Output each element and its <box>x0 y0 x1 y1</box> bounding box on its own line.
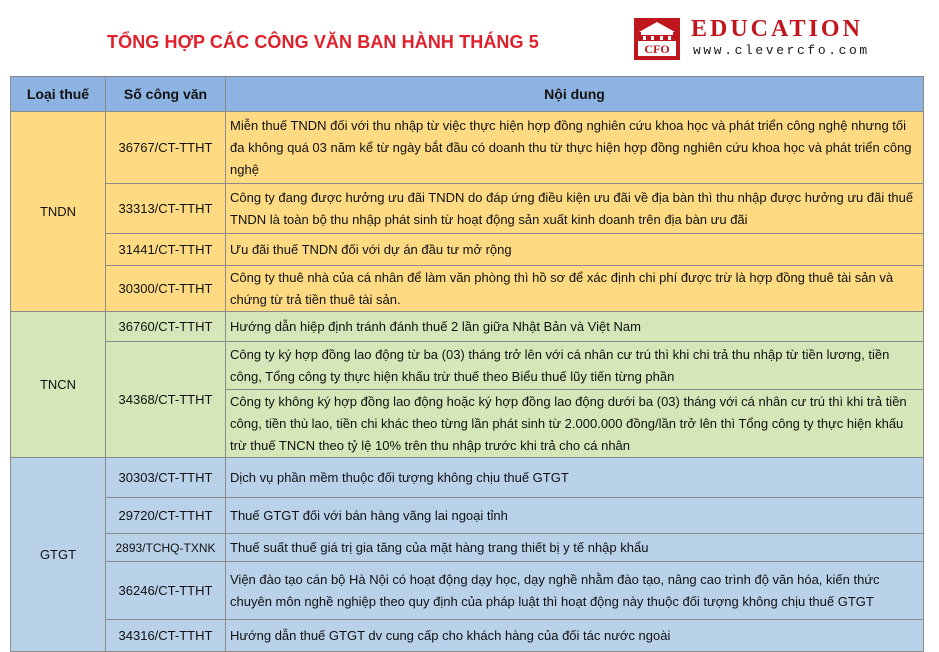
header-type: Loại thuế <box>11 77 106 112</box>
document-content: Công ty ký hợp đồng lao động từ ba (03) tháng trở lên với cá nhân cư trú thì khi chi trả thu nhập từ tiền lương, tiền công, Tổng công ty thực hiện khấu trừ thuế theo Biểu thuế lũy tiến từng phần <box>226 342 924 390</box>
table-row <box>11 620 924 652</box>
page-title: TỔNG HỢP CÁC CÔNG VĂN BAN HÀNH THÁNG 5 <box>107 32 539 52</box>
document-number: 36767/CT-TTHT <box>106 112 226 184</box>
documents-table <box>10 76 924 652</box>
document-content: Công ty thuê nhà của cá nhân để làm văn phòng thì hồ sơ để xác định chi phí được trừ là hợp đồng thuê tài sản và chứng từ trả tiền thuê tài sản. <box>226 266 924 312</box>
header-number: Số công văn <box>106 77 226 112</box>
table-row <box>11 112 924 184</box>
document-number: 29720/CT-TTHT <box>106 498 226 534</box>
cfo-badge-icon <box>633 16 683 62</box>
table-row <box>11 534 924 562</box>
document-content: Dịch vụ phần mềm thuộc đối tượng không chịu thuế GTGT <box>226 458 924 498</box>
logo-wordmark: EDUCATION <box>691 16 863 42</box>
document-number: 34368/CT-TTHT <box>106 342 226 458</box>
document-content: Miễn thuế TNDN đối với thu nhập từ việc thực hiện hợp đồng nghiên cứu khoa học và phát triển công nghệ nhưng tối đa không quá 03 năm kể từ ngày bắt đầu có doanh thu từ thực hiện hợp đồng nghiên cứu khoa học và phát triển công nghệ <box>226 112 924 184</box>
document-number: 31441/CT-TTHT <box>106 234 226 266</box>
document-number: 36246/CT-TTHT <box>106 562 226 620</box>
document-content: Công ty không ký hợp đồng lao động hoặc ký hợp đồng lao động dưới ba (03) tháng với cá nhân cư trú thì khi trả tiền công, tiền thù lao, tiền chi khác theo từng lần phát sinh từ 2.000.000 đồng/lần trở lên thì Tổng công ty thực hiện khấu trừ thuế TNCN theo tỷ lệ 10% trên thu nhập trước khi trả cho cá nhân <box>226 390 924 458</box>
table-row <box>11 184 924 234</box>
header-content: Nội dung <box>226 77 924 112</box>
document-content: Viện đào tạo cán bộ Hà Nội có hoạt động dạy học, dạy nghề nhằm đào tạo, nâng cao trình độ văn hóa, kiến thức chuyên môn nghề nghiệp theo quy định của pháp luật thì hoạt động này thuộc đối tượng không chịu thuế GTGT <box>226 562 924 620</box>
table-row <box>11 458 924 498</box>
document-number: 2893/TCHQ-TXNK <box>106 534 226 562</box>
document-number: 34316/CT-TTHT <box>106 620 226 652</box>
table-row <box>11 312 924 342</box>
tax-type-tndn: TNDN <box>11 112 106 312</box>
document-content: Công ty đang được hưởng ưu đãi TNDN do đáp ứng điều kiện ưu đãi về địa bàn thì thu nhập được hưởng ưu đãi thuế TNDN là toàn bộ thu nhập phát sinh từ hoạt động sản xuất kinh doanh trên địa bàn ưu đãi <box>226 184 924 234</box>
cfo-education-logo <box>633 14 873 64</box>
document-number: 30303/CT-TTHT <box>106 458 226 498</box>
document-number: 30300/CT-TTHT <box>106 266 226 312</box>
logo-url: www.clevercfo.com <box>693 43 870 58</box>
document-content: Thuế suất thuế giá trị gia tăng của mặt hàng trang thiết bị y tế nhập khẩu <box>226 534 924 562</box>
tax-type-tncn: TNCN <box>11 312 106 458</box>
table-row <box>11 234 924 266</box>
document-content: Hướng dẫn thuế GTGT dv cung cấp cho khách hàng của đối tác nước ngoài <box>226 620 924 652</box>
table-row <box>11 266 924 312</box>
badge-label: CFO <box>644 42 670 56</box>
tax-type-gtgt: GTGT <box>11 458 106 652</box>
table-row <box>11 562 924 620</box>
document-content: Thuế GTGT đối với bán hàng vãng lai ngoại tỉnh <box>226 498 924 534</box>
document-number: 36760/CT-TTHT <box>106 312 226 342</box>
table-row <box>11 342 924 390</box>
table-row <box>11 498 924 534</box>
table-header-row <box>11 77 924 112</box>
document-number: 33313/CT-TTHT <box>106 184 226 234</box>
document-content: Hướng dẫn hiệp định tránh đánh thuế 2 lần giữa Nhật Bản và Việt Nam <box>226 312 924 342</box>
document-content: Ưu đãi thuế TNDN đối với dự án đầu tư mở rộng <box>226 234 924 266</box>
